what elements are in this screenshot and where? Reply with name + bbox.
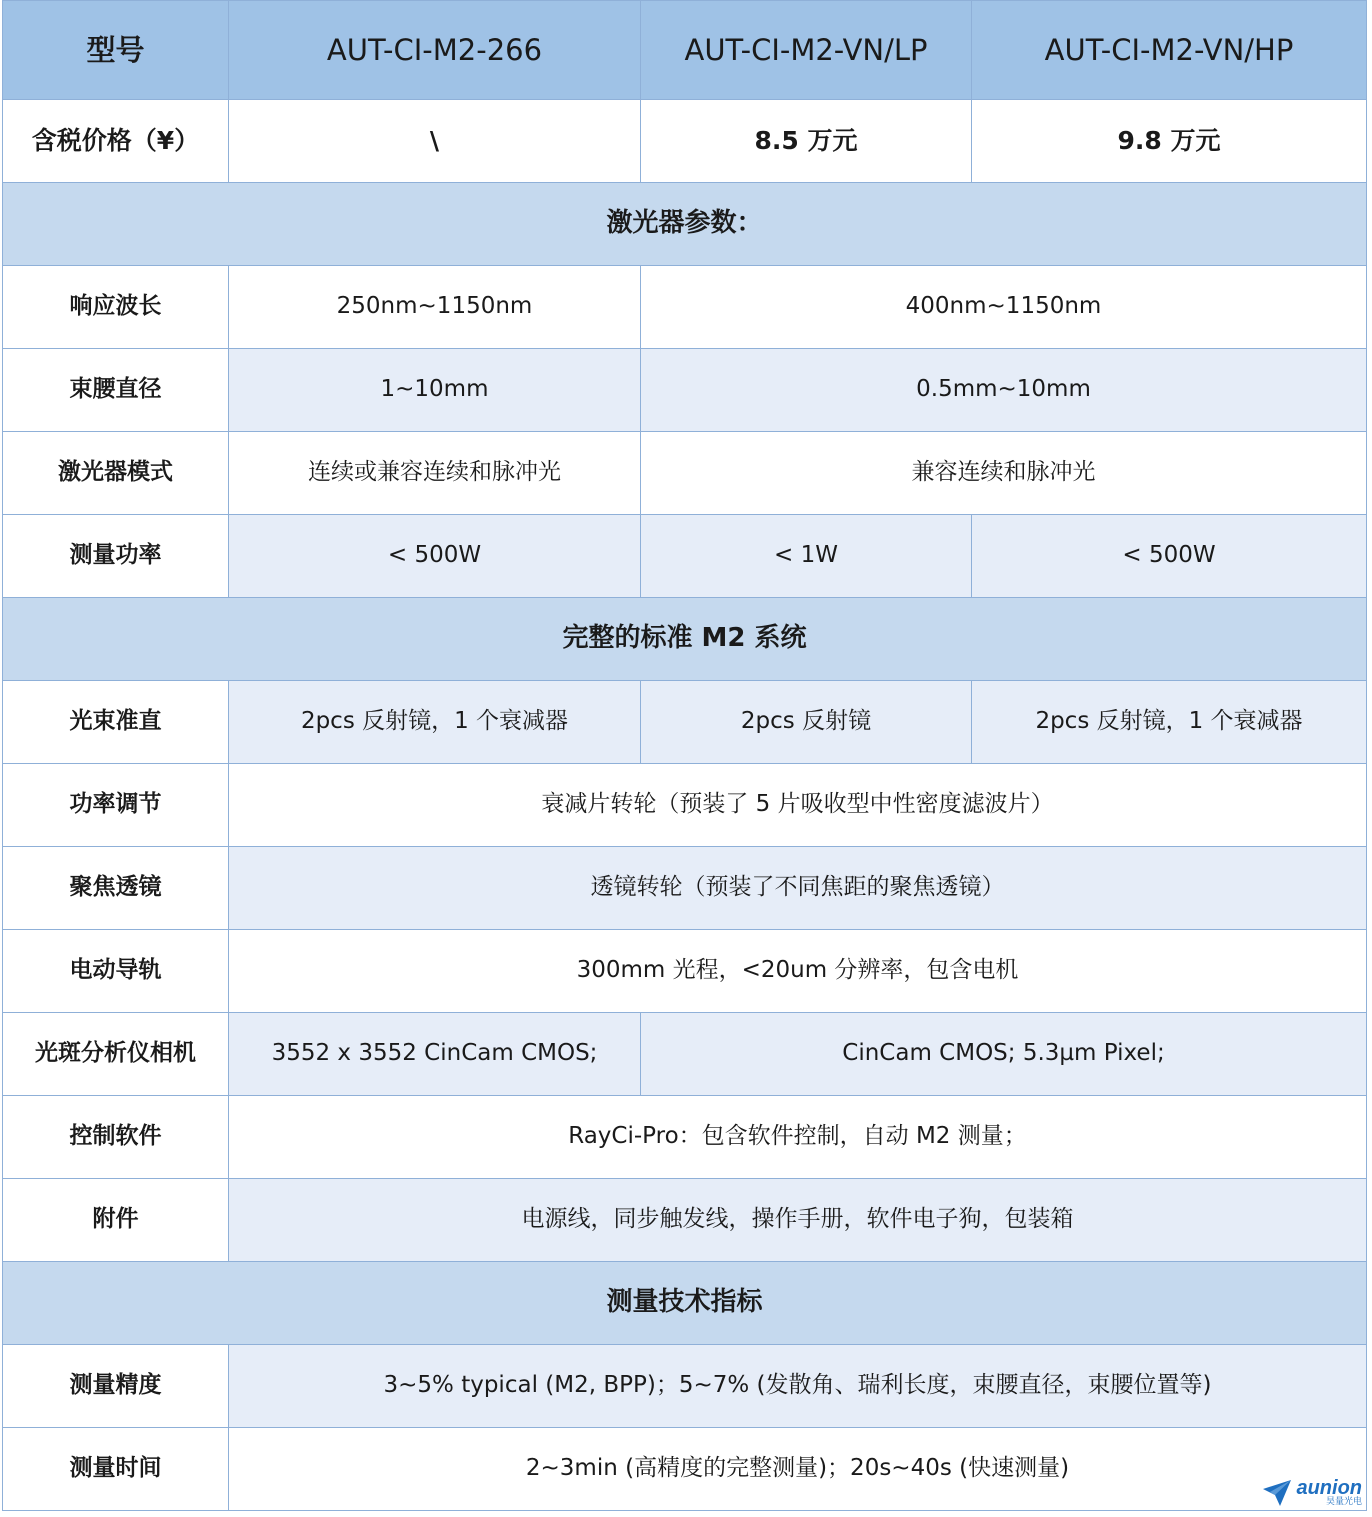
focus-value: 透镜转轮（预装了不同焦距的聚焦透镜） xyxy=(229,847,1367,930)
row-wavelength xyxy=(3,266,1367,349)
price-vn-hp: 9.8 万元 xyxy=(972,100,1367,183)
aunion-logo xyxy=(1262,1478,1362,1507)
row-software xyxy=(3,1096,1367,1179)
wavelength-value-vn: 400nm~1150nm xyxy=(641,266,1367,349)
power-adjust-label: 功率调节 xyxy=(3,764,229,847)
row-focus xyxy=(3,847,1367,930)
model-label: 型号 xyxy=(3,1,229,100)
price-vn-lp: 8.5 万元 xyxy=(641,100,972,183)
model-266: AUT-CI-M2-266 xyxy=(229,1,641,100)
focus-label: 聚焦透镜 xyxy=(3,847,229,930)
row-power-adjust xyxy=(3,764,1367,847)
software-value: RayCi-Pro：包含软件控制，自动 M2 测量； xyxy=(229,1096,1367,1179)
rail-label: 电动导轨 xyxy=(3,930,229,1013)
mode-value-266: 连续或兼容连续和脉冲光 xyxy=(229,432,641,515)
camera-label: 光斑分析仪相机 xyxy=(3,1013,229,1096)
price-266: \ xyxy=(229,100,641,183)
power-value-266: < 500W xyxy=(229,515,641,598)
section-measurement xyxy=(3,1262,1367,1345)
power-label: 测量功率 xyxy=(3,515,229,598)
accessories-label: 附件 xyxy=(3,1179,229,1262)
row-time xyxy=(3,1428,1367,1511)
camera-value-266: 3552 x 3552 CinCam CMOS; xyxy=(229,1013,641,1096)
section-system-title: 完整的标准 M2 系统 xyxy=(3,598,1367,681)
logo-text-en: aunion xyxy=(1296,1477,1362,1499)
model-vn-lp: AUT-CI-M2-VN/LP xyxy=(641,1,972,100)
waist-label: 束腰直径 xyxy=(3,349,229,432)
logo-text-cn: 昊量光电 xyxy=(1325,1497,1362,1507)
model-vn-hp: AUT-CI-M2-VN/HP xyxy=(972,1,1367,100)
collimation-value-266: 2pcs 反射镜，1 个衰减器 xyxy=(229,681,641,764)
collimation-label: 光束准直 xyxy=(3,681,229,764)
time-label: 测量时间 xyxy=(3,1428,229,1511)
collimation-value-vn-lp: 2pcs 反射镜 xyxy=(641,681,972,764)
header-row xyxy=(3,1,1367,100)
power-value-vn-lp: < 1W xyxy=(641,515,972,598)
row-waist xyxy=(3,349,1367,432)
paper-plane-icon xyxy=(1262,1479,1292,1507)
section-system xyxy=(3,598,1367,681)
mode-value-vn: 兼容连续和脉冲光 xyxy=(641,432,1367,515)
time-value: 2~3min (高精度的完整测量)；20s~40s (快速测量) xyxy=(229,1428,1367,1511)
software-label: 控制软件 xyxy=(3,1096,229,1179)
row-mode xyxy=(3,432,1367,515)
row-rail xyxy=(3,930,1367,1013)
camera-value-vn: CinCam CMOS; 5.3µm Pixel; xyxy=(641,1013,1367,1096)
power-adjust-value: 衰减片转轮（预装了 5 片吸收型中性密度滤波片） xyxy=(229,764,1367,847)
row-camera xyxy=(3,1013,1367,1096)
accuracy-value: 3~5% typical (M2, BPP)；5~7% (发散角、瑞利长度，束腰直径，束腰位置等) xyxy=(229,1345,1367,1428)
section-measurement-title: 测量技术指标 xyxy=(3,1262,1367,1345)
price-row xyxy=(3,100,1367,183)
wavelength-value-266: 250nm~1150nm xyxy=(229,266,641,349)
waist-value-266: 1~10mm xyxy=(229,349,641,432)
collimation-value-vn-hp: 2pcs 反射镜，1 个衰减器 xyxy=(972,681,1367,764)
spec-table xyxy=(2,0,1367,1511)
power-value-vn-hp: < 500W xyxy=(972,515,1367,598)
accuracy-label: 测量精度 xyxy=(3,1345,229,1428)
accessories-value: 电源线，同步触发线，操作手册，软件电子狗，包装箱 xyxy=(229,1179,1367,1262)
rail-value: 300mm 光程，<20um 分辨率，包含电机 xyxy=(229,930,1367,1013)
row-accuracy xyxy=(3,1345,1367,1428)
section-laser xyxy=(3,183,1367,266)
mode-label: 激光器模式 xyxy=(3,432,229,515)
section-laser-title: 激光器参数： xyxy=(3,183,1367,266)
row-collimation xyxy=(3,681,1367,764)
wavelength-label: 响应波长 xyxy=(3,266,229,349)
price-label: 含税价格（¥） xyxy=(3,100,229,183)
row-accessories xyxy=(3,1179,1367,1262)
waist-value-vn: 0.5mm~10mm xyxy=(641,349,1367,432)
row-power xyxy=(3,515,1367,598)
